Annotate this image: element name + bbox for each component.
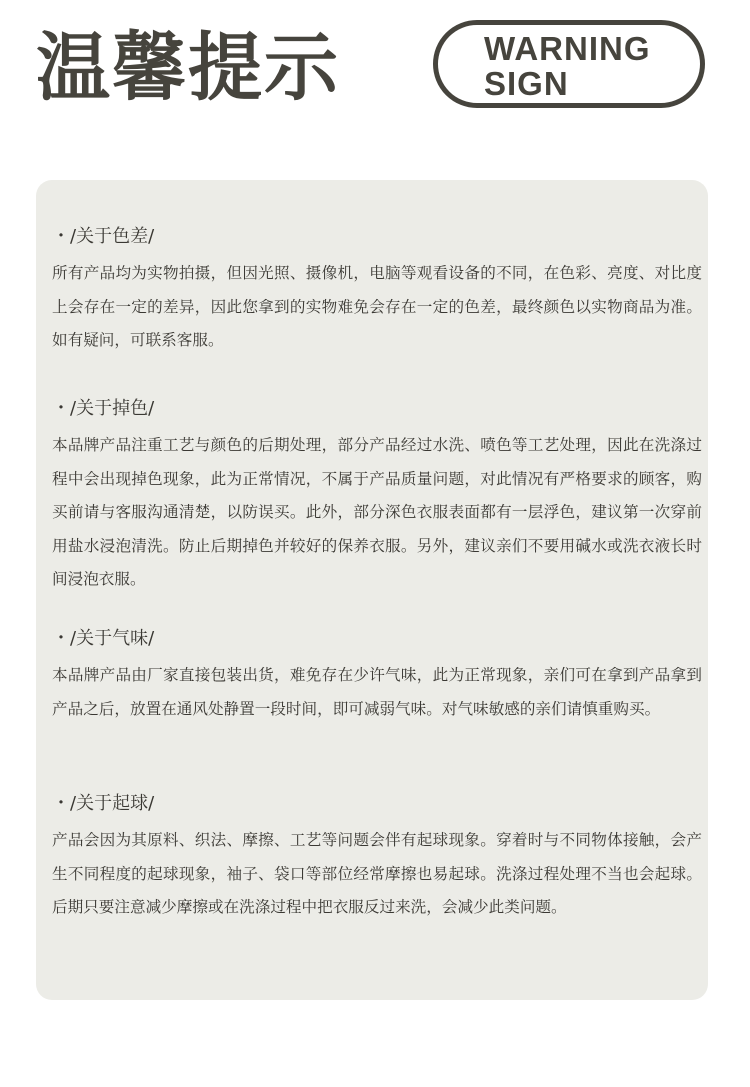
notice-card — [36, 180, 708, 1000]
section-body: 所有产品均为实物拍摄，但因光照、摄像机，电脑等观看设备的不同，在色彩、亮度、对比度上会存在一定的差异，因此您拿到的实物难免会存在一定的色差，最终颜色以实物商品为准。如有疑问，可联系客服。 — [52, 264, 702, 349]
section-body: 本品牌产品注重工艺与颜色的后期处理，部分产品经过水洗、喷色等工艺处理，因此在洗涤过程中会出现掉色现象，此为正常情况，不属于产品质量问题，对此情况有严格要求的顾客，购买前请与客服沟通清楚，以防误买。此外，部分深色衣服表面都有一层浮色，建议第一次穿前用盐水浸泡清洗。防止后期掉色并较好的保养衣服。另外，建议亲们不要用碱水或洗衣液长时间浸泡衣服。 — [52, 436, 702, 588]
page-title: 温馨提示 — [36, 25, 340, 111]
section-heading: ・/关于掉色/ — [52, 398, 155, 419]
section-body: 本品牌产品由厂家直接包装出货，难免存在少许气味，此为正常现象，亲们可在拿到产品拿到产品之后，放置在通风处静置一段时间，即可减弱气味。对气味敏感的亲们请慎重购买。 — [52, 666, 702, 718]
section-odor — [52, 627, 702, 726]
warning-sign-line2: SIGN — [484, 65, 569, 102]
section-color-difference — [52, 225, 702, 358]
warning-sign-badge — [433, 20, 705, 108]
section-pilling — [52, 792, 702, 925]
section-heading: ・/关于起球/ — [52, 793, 155, 814]
section-body: 产品会因为其原料、织法、摩擦、工艺等问题会伴有起球现象。穿着时与不同物体接触，会产生不同程度的起球现象，袖子、袋口等部位经常摩擦也易起球。洗涤过程处理不当也会起球。后期只要注意减少摩擦或在洗涤过程中把衣服反过来洗，会减少此类问题。 — [52, 831, 702, 916]
warning-sign-line1: WARNING — [484, 30, 651, 67]
warning-sign-text — [484, 31, 651, 101]
section-heading: ・/关于色差/ — [52, 226, 155, 247]
section-heading: ・/关于气味/ — [52, 628, 155, 649]
section-color-fading — [52, 397, 702, 597]
